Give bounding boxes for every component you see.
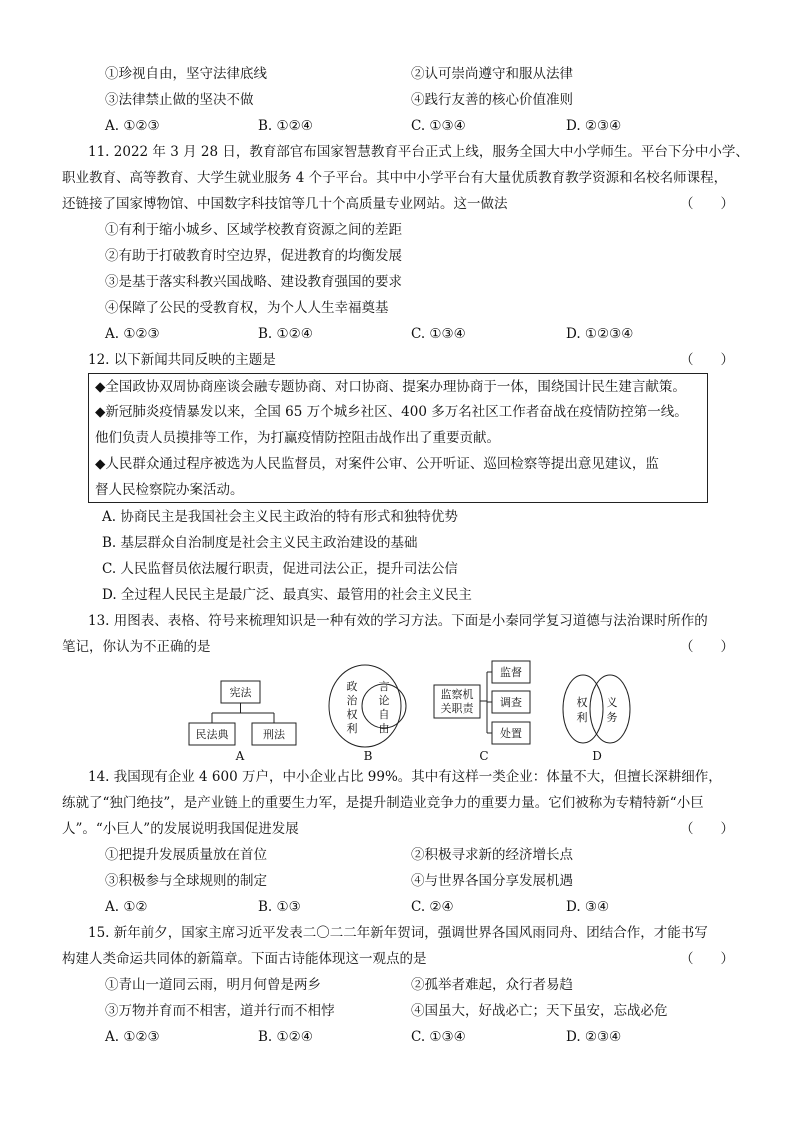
q11-choice-c: C. ①③④ [411,326,466,342]
q10-choice-b: B. ①②④ [258,118,313,134]
q15-stem-line-1: 15. 新年前夕，国家主席习近平发表二〇二二年新年贺词，强调世界各国风雨同舟、团结合作，才能书写 [88,925,708,941]
q14-choice-b: B. ①③ [258,899,301,915]
q14-item-4: ④与世界各国分享发展机遇 [411,873,573,889]
q15-choice-d: D. ②③④ [566,1029,622,1045]
diagram-b-inner-1: 言 [378,680,390,693]
q15-choice-c: C. ①③④ [411,1029,466,1045]
q10-item-4: ④践行友善的核心价值准则 [411,92,573,108]
q11-item-4: ④保障了公民的受教育权，为个人人生幸福奠基 [105,300,389,316]
q10-item-3: ③法律禁止做的坚决不做 [105,92,254,108]
q15-choice-a: A. ①②③ [105,1029,160,1045]
diagram-a [189,681,296,763]
diagram-c-root-1: 监察机 [440,688,474,701]
q12-news-line-5: 督人民检察院办案活动。 [95,482,244,498]
q12-choice-d: D. 全过程人民民主是最广泛、最真实、最管用的社会主义民主 [102,587,472,603]
diagram-b-inner-4: 由 [378,722,390,735]
q12-stem: 12. 以下新闻共同反映的主题是 [88,352,276,368]
diagram-d-left-1: 权 [576,696,588,709]
q14-stem-line-1: 14. 我国现有企业 4 600 万户，中小企业占比 99%。其中有这样一类企业：体量不大，但擅长深耕细作， [88,769,722,785]
q12-news-line-3: 他们负责人员摸排等工作，为打赢疫情防控阻击战作出了重要贡献。 [95,430,500,446]
q15-item-1: ①青山一道同云雨，明月何曾是两乡 [105,977,321,993]
diagram-a-top: 宪法 [229,686,252,699]
q10-item-2: ②认可崇尚遵守和服从法律 [411,66,573,82]
diagram-a-left: 民法典 [195,728,229,741]
q14-item-2: ②积极寻求新的经济增长点 [411,847,573,863]
q11-choice-b: B. ①②④ [258,326,313,342]
q14-answer-paren: （ ） [680,821,734,837]
diagram-d-label: D [592,749,602,763]
diagram-b-inner-2: 论 [378,694,390,707]
diagram-a-right: 刑法 [263,728,285,741]
q11-item-3: ③是基于落实科教兴国战略、建设教育强国的要求 [105,274,402,290]
q13-answer-paren: （ ） [680,639,734,655]
diagram-c-leaf-3: 处置 [500,727,522,740]
diagram-b-outer-2: 治 [346,694,358,707]
q10-choice-a: A. ①②③ [105,118,160,134]
diagram-b-outer-1: 政 [346,680,358,693]
q10-choice-c: C. ①③④ [411,118,466,134]
diagram-b-inner-3: 自 [378,708,390,721]
diagram-b [329,665,406,763]
q11-stem-line-2: 职业教育、高等教育、大学生就业服务 4 个子平台。其中中小学平台有大量优质教育教学资源和名校名师课程， [62,170,728,186]
diagram-d [563,675,630,763]
q11-stem-line-3: 还链接了国家博物馆、中国数字科技馆等几十个高质量专业网站。这一做法 [62,196,508,212]
diagram-b-outer-3: 权 [346,708,358,721]
q12-news-line-4: ◆人民群众通过程序被选为人民监督员，对案件公审、公开听证、巡回检察等提出意见建议，监 [95,456,659,472]
q14-item-1: ①把提升发展质量放在首位 [105,847,267,863]
q15-item-3: ③万物并育而不相害，道并行而不相悖 [105,1003,335,1019]
q10-item-1: ①珍视自由，坚守法律底线 [105,66,267,82]
diagram-c-root-2: 关职责 [440,702,474,715]
q11-stem-line-1: 11. 2022 年 3 月 28 日，教育部官布国家智慧教育平台正式上线，服务全国大中小学师生。平台下分中小学、 [88,144,749,160]
diagram-d-left-2: 利 [576,711,588,724]
q12-choice-c: C. 人民监督员依法履行职责，促进司法公正，提升司法公信 [102,561,458,577]
q14-choice-d: D. ③④ [566,899,610,915]
q11-choice-a: A. ①②③ [105,326,160,342]
diagram-c-leaf-1: 监督 [500,666,522,679]
q11-choice-d: D. ①②③④ [566,326,634,342]
q15-item-4: ④国虽大，好战必亡；天下虽安，忘战必危 [411,1003,668,1019]
q14-choice-c: C. ②④ [411,899,454,915]
diagram-c [434,661,530,763]
q14-choice-a: A. ①② [105,899,148,915]
diagram-b-outer-4: 利 [346,722,358,735]
diagram-c-label: C [479,749,489,763]
q12-news-line-2: ◆新冠肺炎疫情暴发以来，全国 65 万个城乡社区、400 多万名社区工作者奋战在疫情防控第一线。 [95,404,688,420]
q11-item-2: ②有助于打破教育时空边界，促进教育的均衡发展 [105,248,402,264]
q15-item-2: ②孤举者难起，众行者易趋 [411,977,573,993]
q15-answer-paren: （ ） [680,951,734,967]
q12-news-line-1: ◆全国政协双周协商座谈会融专题协商、对口协商、提案办理协商于一体，围绕国计民生建言献策。 [95,379,686,395]
q14-stem-line-3: 人”。“小巨人”的发展说明我国促进发展 [62,821,299,837]
q13-stem-line-1: 13. 用图表、表格、符号来梳理知识是一种有效的学习方法。下面是小秦同学复习道德与法治课时所作的 [88,613,708,629]
q14-stem-line-2: 练就了“独门绝技”，是产业链上的重要生力军，是提升制造业竞争力的重要力量。它们被称为专精特新“小巨 [62,795,704,811]
diagram-d-right-1: 义 [606,696,618,709]
q14-item-3: ③积极参与全球规则的制定 [105,873,267,889]
q10-choice-d: D. ②③④ [566,118,622,134]
diagram-b-label: B [363,749,373,763]
diagram-a-label: A [235,749,245,763]
q12-choice-b: B. 基层群众自治制度是社会主义民主政治建设的基础 [102,535,418,551]
q15-stem-line-2: 构建人类命运共同体的新篇章。下面古诗能体现这一观点的是 [62,951,427,967]
q13-stem-line-2: 笔记，你认为不正确的是 [62,639,211,655]
q15-choice-b: B. ①②④ [258,1029,313,1045]
diagram-c-leaf-2: 调查 [500,696,522,709]
q12-answer-paren: （ ） [680,352,734,368]
diagram-d-right-2: 务 [606,711,618,724]
q12-choice-a: A. 协商民主是我国社会主义民主政治的特有形式和独特优势 [102,509,458,525]
q11-answer-paren: （ ） [680,196,734,212]
q11-item-1: ①有利于缩小城乡、区域学校教育资源之间的差距 [105,222,402,238]
